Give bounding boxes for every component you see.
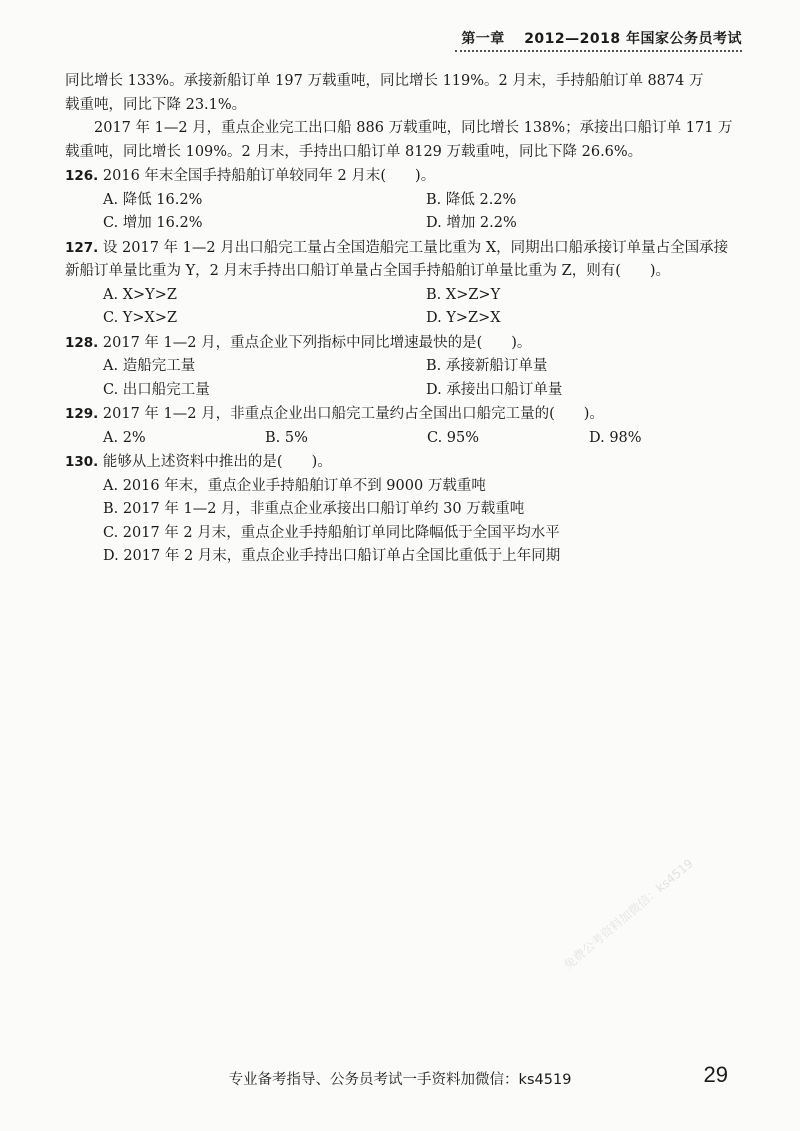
question-128 bbox=[65, 332, 740, 403]
option-c[interactable]: C. 2017 年 2 月末，重点企业手持船舶订单同比降幅低于全国平均水平 bbox=[103, 524, 560, 541]
page-footer: 专业备考指导、公务员考试一手资料加微信：ks4519 bbox=[228, 1072, 572, 1088]
options bbox=[65, 284, 740, 331]
question-130 bbox=[65, 451, 740, 569]
question-126 bbox=[65, 165, 740, 236]
options bbox=[65, 355, 740, 402]
chapter-label: 第一章 bbox=[461, 31, 505, 47]
question-number: 130. bbox=[65, 454, 99, 470]
passage-line: 载重吨，同比下降 23.1%。 bbox=[65, 96, 247, 113]
passage-paragraph: 2017 年 1—2 月，重点企业完工出口船 886 万载重吨，同比增长 138%；承接出口船订单 171 万载重吨，同比增长 109%。2 月末，手持出口船订单 8129 万载重吨，同比下降 26.6%。 bbox=[65, 120, 733, 160]
options bbox=[65, 427, 740, 451]
question-text: 设 2017 年 1—2 月出口船完工量占全国造船完工量比重为 X，同期出口船承接订单量占全国承接新船订单量比重为 Y，2 月末手持出口船订单量占全国手持船舶订单量比重为 Z，则有( )。 bbox=[65, 239, 729, 279]
question-number: 128. bbox=[65, 334, 99, 351]
page-number: 29 bbox=[703, 1062, 728, 1087]
question-number: 129. bbox=[65, 406, 99, 422]
options bbox=[65, 475, 740, 569]
question-text: 能够从上述资料中推出的是( )。 bbox=[102, 454, 332, 470]
option-a[interactable]: A. X>Y>Z bbox=[103, 286, 177, 303]
page-content bbox=[65, 70, 740, 569]
header-title: 2012—2018 年国家公务员考试 bbox=[524, 31, 742, 47]
option-b[interactable]: B. X>Z>Y bbox=[426, 286, 501, 303]
option-d[interactable]: D. 2017 年 2 月末，重点企业手持出口船订单占全国比重低于上年同期 bbox=[103, 548, 561, 564]
option-d[interactable]: D. 增加 2.2% bbox=[426, 215, 517, 231]
option-c[interactable]: C. 95% bbox=[427, 429, 480, 446]
watermark: 免费公考资料加微信：ks4519 bbox=[561, 856, 696, 973]
question-number: 126. bbox=[65, 168, 99, 184]
option-c[interactable]: C. 增加 16.2% bbox=[103, 215, 203, 231]
header-divider bbox=[455, 50, 742, 52]
option-b[interactable]: B. 承接新船订单量 bbox=[426, 358, 548, 374]
option-b[interactable]: B. 2017 年 1—2 月，非重点企业承接出口船订单约 30 万载重吨 bbox=[103, 501, 525, 517]
option-b[interactable]: B. 5% bbox=[265, 429, 308, 446]
running-header bbox=[461, 28, 742, 48]
question-129 bbox=[65, 403, 740, 450]
option-a[interactable]: A. 2016 年末，重点企业手持船舶订单不到 9000 万载重吨 bbox=[103, 477, 486, 494]
option-a[interactable]: A. 降低 16.2% bbox=[103, 191, 203, 208]
option-d[interactable]: D. Y>Z>X bbox=[426, 310, 501, 326]
question-text: 2016 年末全国手持船舶订单较同年 2 月末( )。 bbox=[102, 168, 436, 184]
option-c[interactable]: C. Y>X>Z bbox=[103, 310, 178, 326]
options bbox=[65, 189, 740, 236]
passage-line: 同比增长 133%。承接新船订单 197 万载重吨，同比增长 119%。2 月末，手持船舶订单 8874 万 bbox=[65, 73, 704, 89]
option-a[interactable]: A. 2% bbox=[103, 429, 146, 446]
option-a[interactable]: A. 造船完工量 bbox=[103, 358, 196, 374]
question-number: 127. bbox=[65, 239, 99, 256]
option-c[interactable]: C. 出口船完工量 bbox=[103, 381, 210, 398]
option-d[interactable]: D. 承接出口船订单量 bbox=[426, 381, 563, 398]
question-text: 2017 年 1—2 月，重点企业下列指标中同比增速最快的是( )。 bbox=[102, 334, 532, 351]
question-127 bbox=[65, 237, 740, 331]
option-d[interactable]: D. 98% bbox=[589, 429, 642, 446]
question-text: 2017 年 1—2 月，非重点企业出口船完工量约占全国出口船完工量的( )。 bbox=[102, 406, 604, 422]
option-b[interactable]: B. 降低 2.2% bbox=[426, 191, 517, 208]
